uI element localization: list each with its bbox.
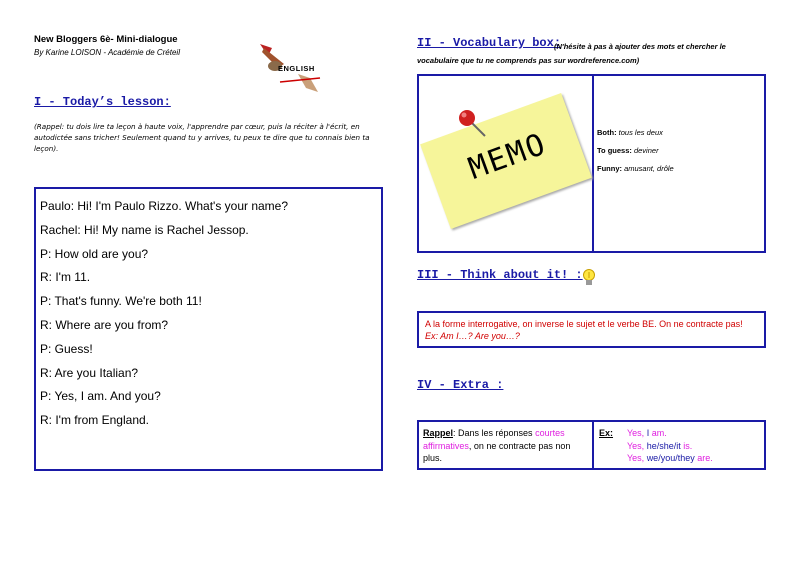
memo-sticky-note (420, 93, 592, 229)
lesson-note: (Rappel: tu dois lire ta leçon à haute voix, l'apprendre par cœur, puis la réciter à l'écrit, en autodictée sans tricher! Seulement quand tu y arrives, tu peux te dire que tu connais bien ta leçon). (34, 122, 370, 153)
ex-label: Ex: (599, 428, 614, 438)
example-subject: I (646, 428, 650, 438)
think-text: A la forme interrogative, on inverse le sujet et le verbe BE. On ne contracte pas! (425, 319, 743, 329)
vocab-divider (592, 76, 594, 251)
vocab-heading: II - Vocabulary box: (417, 36, 562, 50)
dialogue-line: R: Where are you from? (40, 317, 169, 332)
think-example: Ex: Am I…? Are you…? (425, 331, 520, 341)
example-subject: we/you/they (646, 453, 695, 463)
extra-divider (592, 422, 594, 468)
vocab-box (417, 74, 766, 253)
dialogue-line: P: That's funny. We're both 11! (40, 294, 202, 309)
vocab-term: To guess: (597, 146, 632, 155)
rappel-text-end: , on ne contracte pas non plus. (423, 440, 571, 463)
rappel-text: : Dans les réponses (453, 428, 536, 438)
document-title: New Bloggers 6è- Mini-dialogue (34, 34, 178, 45)
think-heading: III - Think about it! : (417, 268, 583, 282)
example-lead: Yes, (627, 428, 647, 438)
rappel-highlight: courtes affirmatives (423, 428, 565, 451)
example-verb: am. (651, 428, 667, 438)
example-line (627, 427, 713, 440)
dialogue-list (40, 199, 381, 427)
dialogue-line: R: Are you Italian? (40, 365, 139, 380)
vocab-definition: tous les deux (618, 128, 663, 137)
dialogue-line: P: Yes, I am. And you? (40, 389, 161, 404)
dialogue-box (34, 187, 383, 471)
vocab-entry (597, 164, 762, 173)
vocab-term: Both: (597, 128, 617, 137)
logo-text: ENGLISH (278, 64, 315, 73)
extra-box (417, 420, 766, 470)
vocab-definition: deviner (633, 146, 659, 155)
dialogue-line: Rachel: Hi! My name is Rachel Jessop. (40, 222, 249, 237)
vocab-term: Funny: (597, 164, 622, 173)
memo-text: MEMO (464, 126, 552, 187)
english-logo (258, 42, 328, 94)
example-subject: he/she/it (646, 440, 681, 451)
lesson-heading: I - Today’s lesson: (34, 95, 171, 109)
dialogue-line: Paulo: Hi! I'm Paulo Rizzo. What's your name? (40, 199, 289, 213)
think-box (417, 311, 766, 348)
dialogue-line: P: How old are you? (40, 246, 149, 261)
extra-heading: IV - Extra : (417, 378, 504, 392)
example-line (627, 452, 713, 465)
dialogue-line: P: Guess! (40, 341, 93, 356)
vocab-definition: amusant, drôle (624, 164, 674, 173)
vocab-list (597, 128, 762, 182)
dialogue-line: R: I'm from England. (40, 413, 149, 428)
document-author: By Karine LOISON - Académie de Créteil (34, 48, 180, 57)
vocab-note: (N'hésite à pas à ajouter des mots et chercher le vocabulaire que tu ne comprends pas sur wordreference.com) (417, 42, 726, 65)
vocab-entry (597, 146, 762, 155)
example-line (627, 440, 713, 453)
example-verb: are. (697, 453, 713, 463)
example-verb: is. (683, 440, 693, 451)
example-list (627, 427, 713, 465)
rappel-cell (423, 427, 588, 465)
lightbulb-icon (582, 268, 596, 288)
pushpin-icon (455, 106, 495, 146)
example-lead: Yes, (627, 453, 647, 463)
rappel-label: Rappel (423, 428, 454, 438)
example-lead: Yes, (627, 440, 647, 451)
vocab-entry (597, 128, 762, 137)
dialogue-line: R: I'm 11. (40, 270, 91, 285)
